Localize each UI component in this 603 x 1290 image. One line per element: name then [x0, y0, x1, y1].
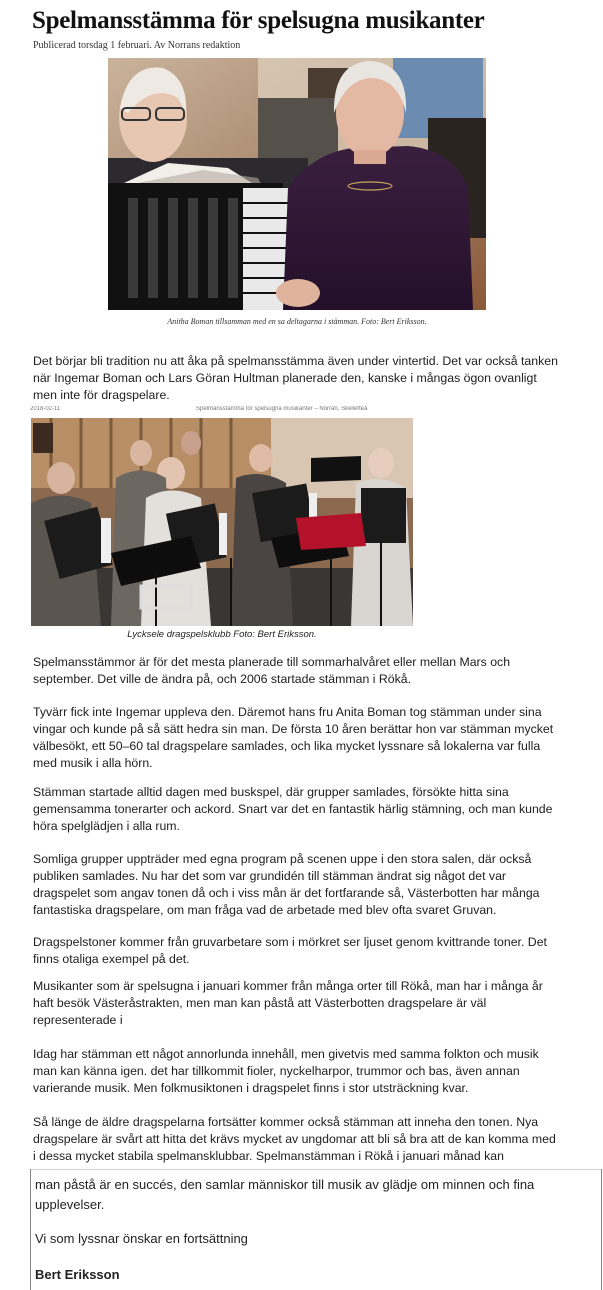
intro-paragraph: Det börjar bli tradition nu att åka på spelmansstämma även under vintertid. Det var också tanken när Ingemar Boman och Lars Göran Hultman planerade den, kanske i mångas ögon ovanligt men inte för dragspelare. — [33, 354, 558, 402]
body-paragraph: Idag har stämman ett något annorlunda innehåll, men givetvis med samma folkton och musik man kan känna igen. det har tillkommit fioler, nyckelharpor, trummor och bas, även annan varierande musik. Men folkmusiktonen i dragspelet finns i stor utsträckning kvar. — [33, 1047, 539, 1095]
article-photo-couple — [108, 58, 486, 310]
photo-caption: Anitha Boman tillsamman med en sa deltagarna i stämman. Foto: Bert Eriksson. — [167, 317, 427, 326]
body-paragraph: Tyvärr fick inte Ingemar uppleva den. Däremot hans fru Anita Boman tog stämman under sina vingar och kunde på så sätt hedra sin man. De första 10 åren berättar hon var stämman mycket välbesökt, ett 50–60 tal dragspelare samlades, och lika mycket lyssnare så lokalerna var fulla med musik i alla hörn. — [33, 705, 554, 770]
print-title: Spelmansstämma för spelsugna musikanter – Norran, Skellefteå — [196, 406, 368, 412]
page-edge-right — [601, 1169, 602, 1290]
print-date: 2018-02-11 — [30, 406, 61, 412]
print-header-strip — [30, 406, 422, 414]
article-photo-accordion-club — [31, 418, 413, 626]
body-paragraph: Så länge de äldre dragspelarna fortsätter kommer också stämman att inneha den tonen. Nya dragspelare är svårt att hitta det krävs mycket av ungdomar att bli så bra att de kan komma med i dessa mycket stabila spelmansklubbar. Spelmanstämman i Rökå i januari månad kan — [33, 1115, 556, 1163]
photo-caption: Lycksele dragspelsklubb Foto: Bert Eriksson. — [127, 629, 317, 640]
continuation-paragraph: man påstå är en succés, den samlar människor till musik av glädje om minnen och fina upplevelser. — [35, 1177, 535, 1212]
closing-paragraph: Vi som lyssnar önskar en fortsättning — [35, 1231, 248, 1246]
body-paragraph: Musikanter som är spelsugna i januari kommer från många orter till Rökå, man har i många år haft besök Västeråstrakten, men man kan påstå att Västerbotten dragspelare är väl representerade i — [33, 979, 543, 1027]
body-paragraph: Stämman startade alltid dagen med buskspel, där grupper samlades, försökte hitta sina gemensamma tonerarter och ackord. Snart var det en fantastik härlig stämning, och man kunde höra spelglädjen i alla rum. — [33, 785, 553, 833]
body-paragraph: Somliga grupper uppträder med egna program på scenen uppe i den stora salen, där också publiken samlades. Nu har det som var grundidén till stämman ändrat sig något det var dragspelet som angav tonen då och i viss mån är det fortfarande så, Västerbotten har många fantastiska dragspelare, om man fråga vad de arbetade med blev ofta svaret Gruvan. — [33, 852, 540, 917]
page-divider — [30, 1169, 602, 1170]
article-byline: Publicerad torsdag 1 februari. Av Norrans redaktion — [33, 40, 241, 51]
article-title: Spelmansstämma för spelsugna musikanter — [32, 7, 485, 34]
page-edge-left — [30, 1169, 31, 1290]
body-paragraph: Dragspelstoner kommer från gruvarbetare som i mörkret ser ljuset genom kvittrande toner. Det finns otaliga exempel på det. — [33, 935, 547, 966]
body-paragraph: Spelmansstämmor är för det mesta planerade till sommarhalvåret eller mellan Mars och september. Det ville de ändra på, och 2006 startade stämman i Rökå. — [33, 655, 511, 686]
author-signature: Bert Eriksson — [35, 1267, 120, 1282]
